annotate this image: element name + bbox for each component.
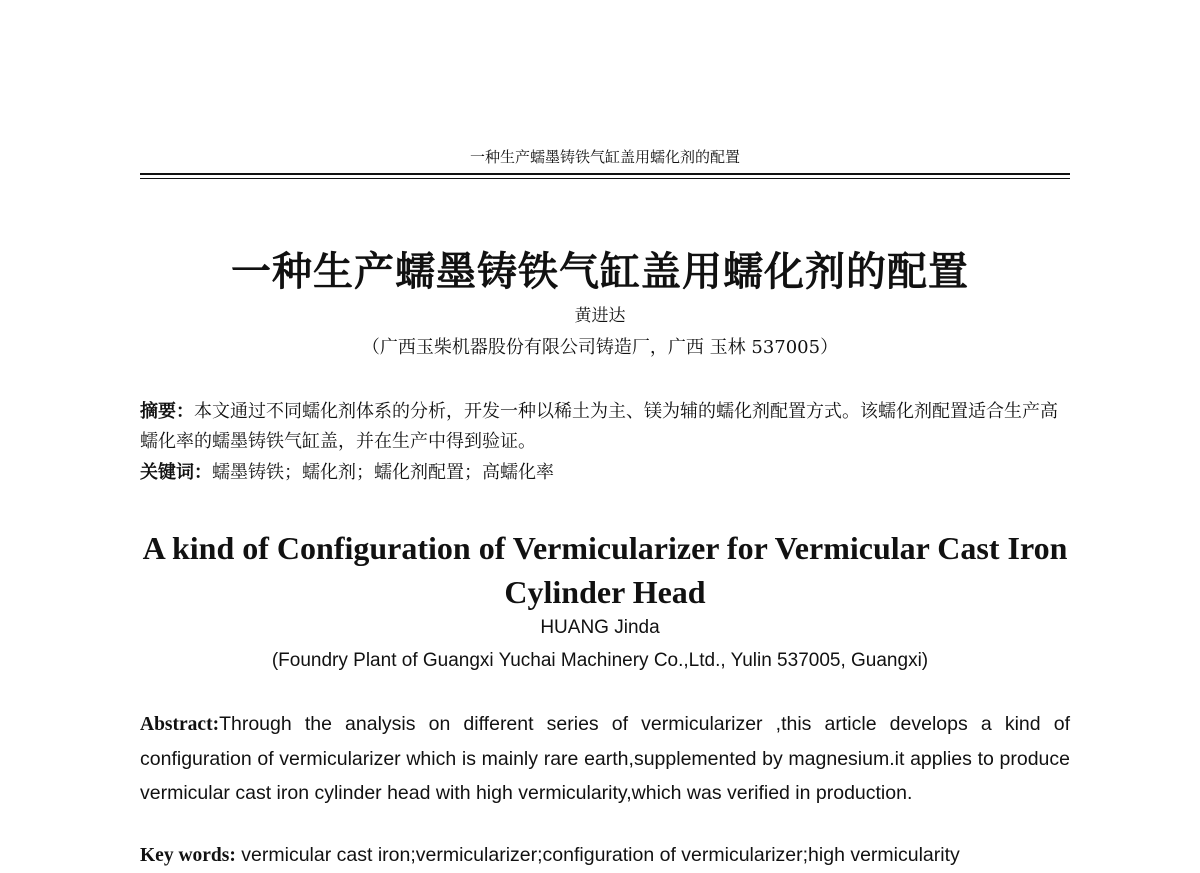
chinese-author: 黄进达	[574, 306, 626, 326]
english-affiliation: (Foundry Plant of Guangxi Yuchai Machinery Co.,Ltd., Yulin 537005, Guangxi)	[271, 650, 929, 671]
english-keywords-text: vermicular cast iron;vermicularizer;configuration of vermicularizer;high vermicularity	[241, 844, 960, 866]
english-abstract-label: Abstract:	[140, 714, 220, 735]
english-keywords	[140, 838, 1070, 873]
english-title: A kind of Configuration of Vermicularizer for Vermicular Cast Iron Cylinder Head	[142, 530, 1068, 610]
chinese-keywords-text: 蠕墨铸铁；蠕化剂；蠕化剂配置；高蠕化率	[212, 462, 554, 483]
chinese-abstract-text: 本文通过不同蠕化剂体系的分析，开发一种以稀土为主、镁为辅的蠕化剂配置方式。该蠕化剂配置适合生产高蠕化率的蠕墨铸铁气缸盖，并在生产中得到验证。	[140, 401, 1058, 452]
english-abstract-text: Through the analysis on different series of vermicularizer ,this article develops a kind of configuration of vermicularizer which is mainly rare earth,supplemented by magnesium.it applies to produce vermicular cast iron cylinder head with high vermicularity,which was verified in production.	[140, 713, 1070, 804]
chinese-title: 一种生产蠕墨铸铁气缸盖用蠕化剂的配置	[231, 249, 969, 295]
chinese-affiliation: （广西玉柴机器股份有限公司铸造厂，广西 玉林 537005）	[361, 337, 839, 358]
chinese-abstract-label: 摘要：	[140, 401, 194, 422]
running-header: 一种生产蠕墨铸铁气缸盖用蠕化剂的配置	[469, 148, 740, 166]
english-author: HUANG Jinda	[540, 617, 660, 638]
english-keywords-label: Key words:	[140, 845, 236, 866]
chinese-abstract	[140, 397, 1070, 457]
english-abstract	[140, 707, 1070, 810]
header-rule-thin	[140, 178, 1070, 179]
chinese-keywords-label: 关键词：	[140, 462, 212, 483]
chinese-keywords	[140, 458, 1070, 488]
header-rule-thick	[140, 173, 1070, 175]
